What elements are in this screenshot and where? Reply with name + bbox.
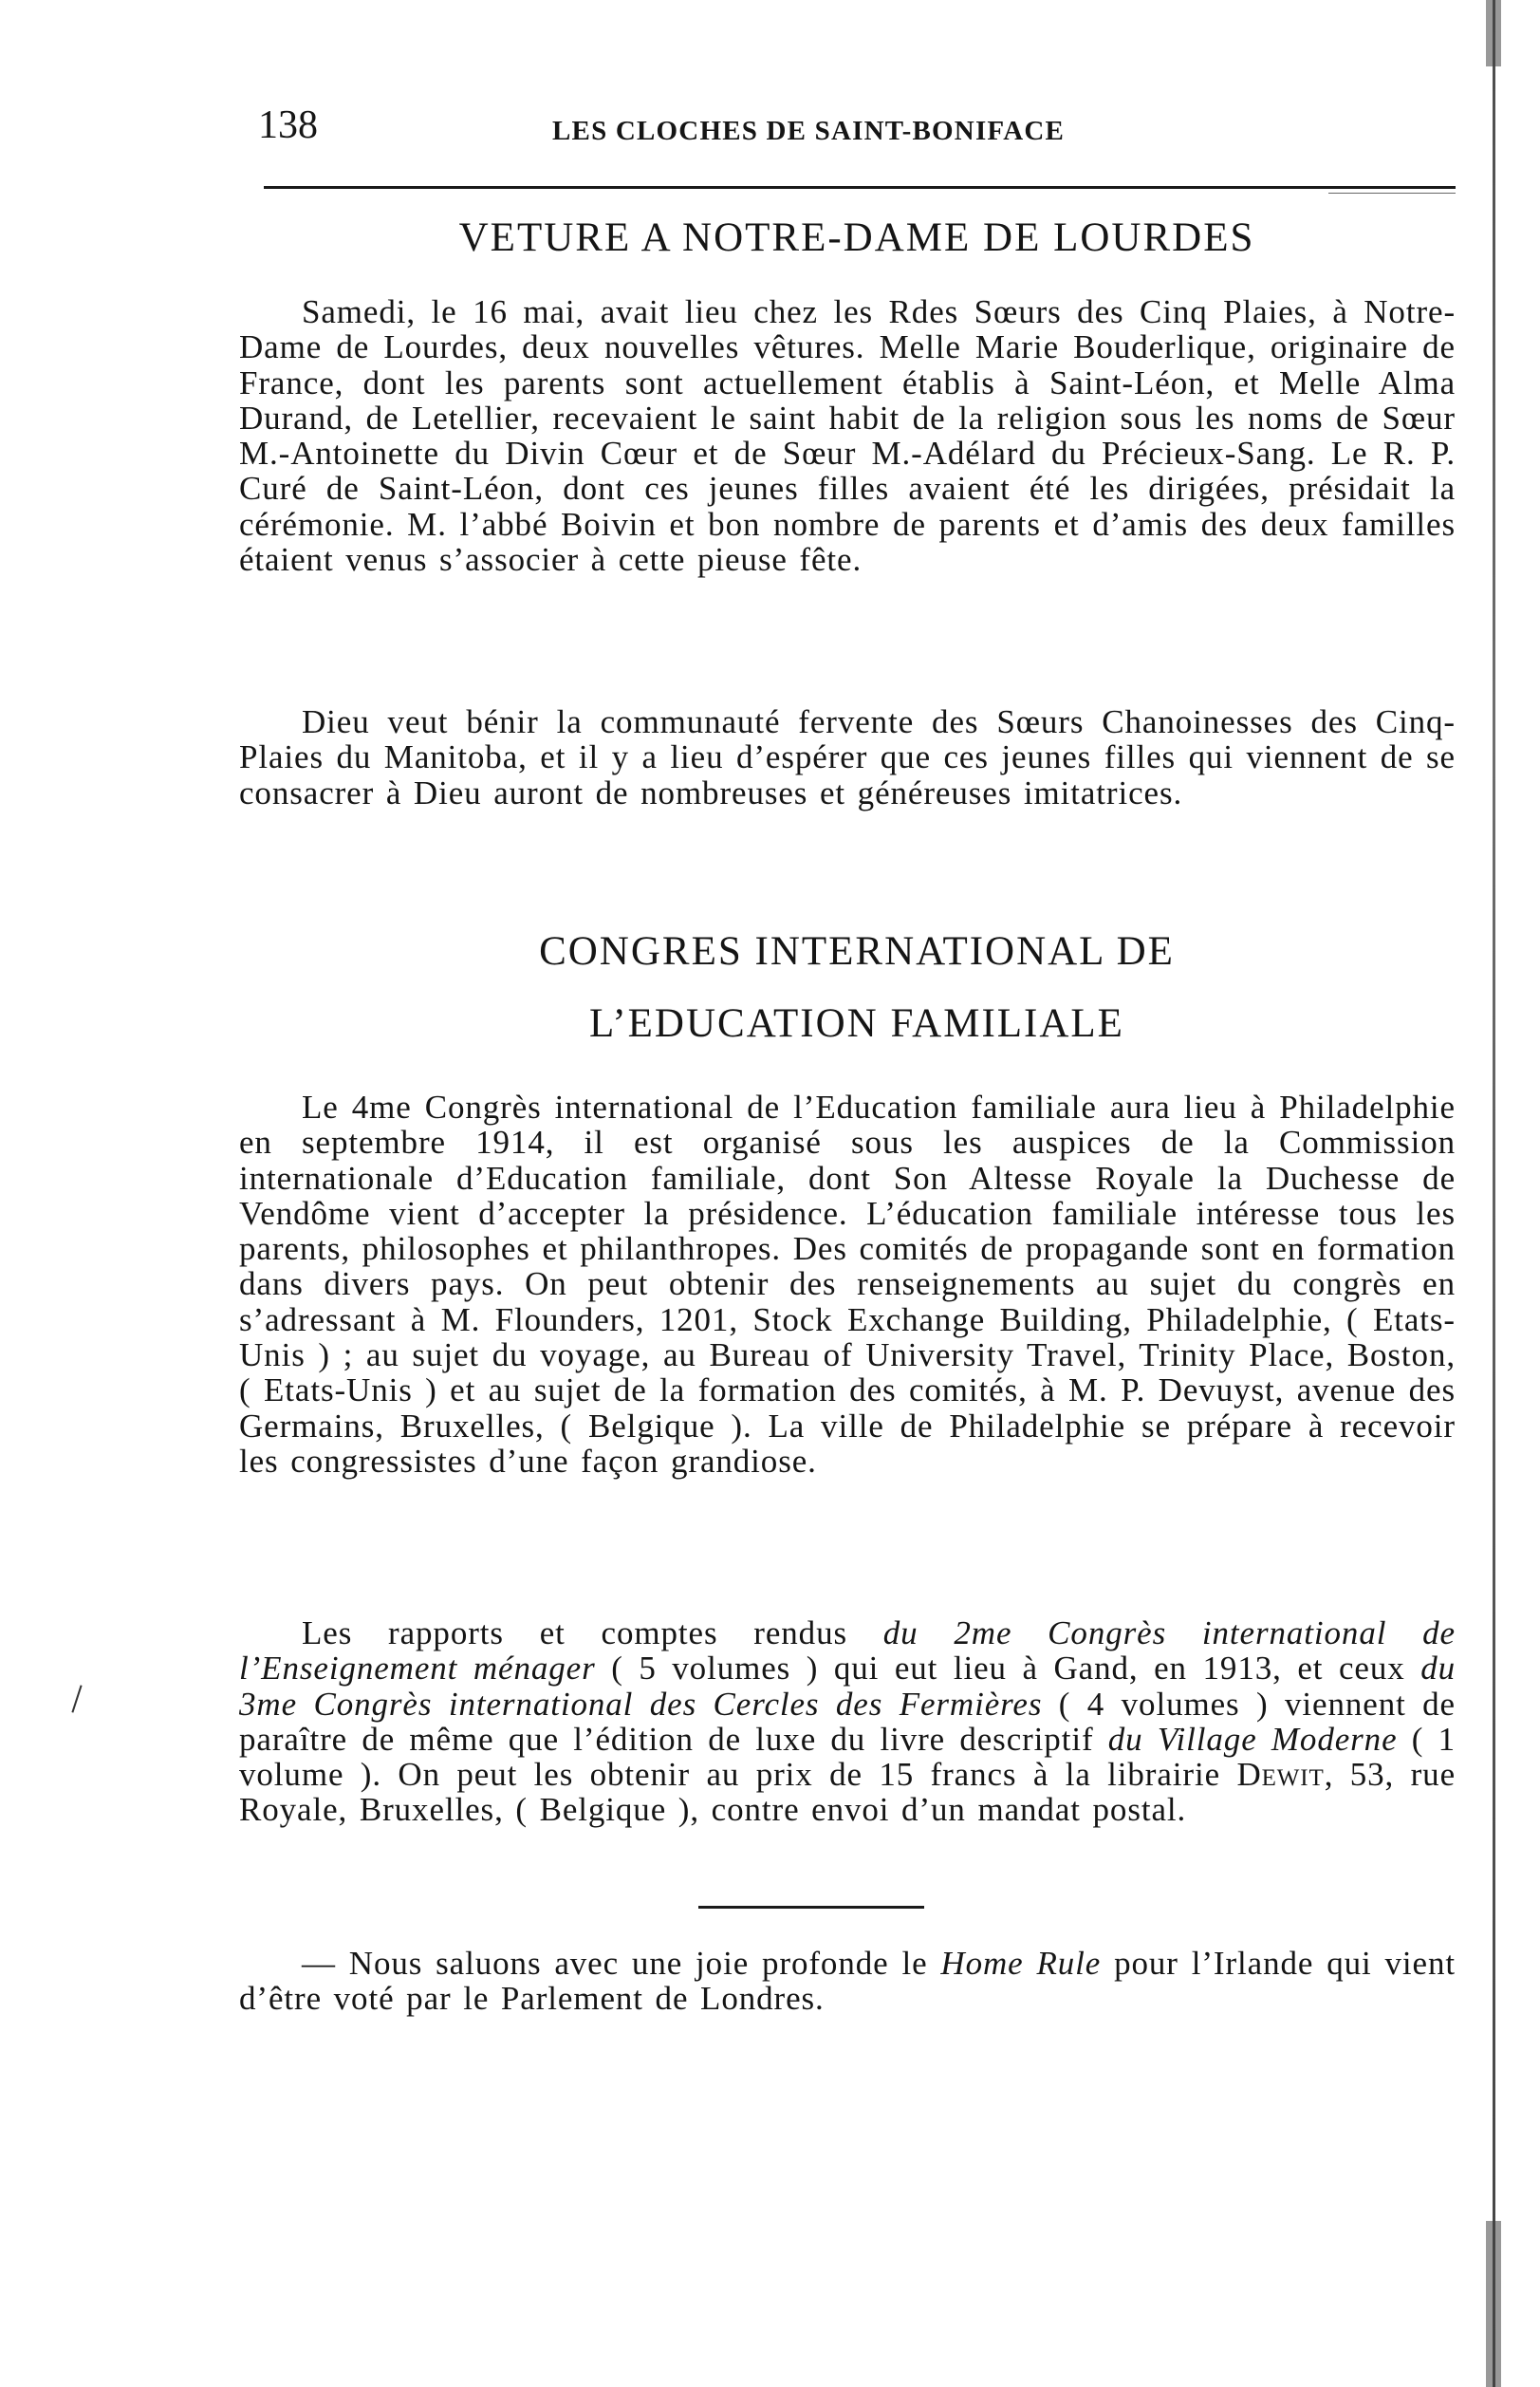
header-rule — [264, 186, 1456, 189]
scan-edge-speckle — [1486, 2221, 1501, 2387]
note-paragraph: — Nous saluons avec une joie profonde le Home Rule pour l’Irlande qui vient d’être voté par le Parlement de Londres. — [239, 1945, 1456, 2018]
section-divider — [698, 1906, 924, 1909]
italic-title: du 3me Congrès international des Cercles des Fermières — [239, 1650, 1456, 1723]
header-rule-thin — [1328, 193, 1456, 194]
running-head: LES CLOCHES DE SAINT-BONIFACE — [552, 116, 1066, 146]
page-header — [258, 103, 1456, 159]
article2-title-line-2: L’EDUCATION FAMILIALE — [589, 1001, 1124, 1046]
small-caps-name: Dewit — [1236, 1756, 1325, 1794]
margin-mark — [71, 1685, 82, 1712]
italic-title: du 2me Congrès international de l’Enseignement ménager — [239, 1614, 1456, 1688]
page-number: 138 — [258, 103, 318, 147]
article1-paragraph-1: Samedi, le 16 mai, avait lieu chez les Rdes Sœurs des Cinq Plaies, à Notre-Dame de Lourdes, deux nouvelles vêtures. Melle Marie Bouderlique, originaire de France, dont les parents sont actuellement établis à Saint-Léon, et Melle Alma Durand, de Letellier, recevaient le saint habit de la religion sous les noms de Sœur M.-Antoinette du Divin Cœur et de Sœur M.-Adélard du Précieux-Sang. Le R. P. Curé de Saint-Léon, dont ces jeunes filles avaient été les dirigées, présidait la cérémonie. M. l’abbé Boivin et bon nombre de parents et d’amis des deux familles étaient venus s’associer à cette pieuse fête. — [239, 293, 1456, 579]
article1-paragraph-2: Dieu veut bénir la communauté fervente des Sœurs Chanoinesses des Cinq-Plaies du Manitoba, et il y a lieu d’espérer que ces jeunes filles qui viennent de se consacrer à Dieu auront de nombreuses et généreuses imitatrices. — [239, 703, 1456, 811]
article2-paragraph-2: Les rapports et comptes rendus du 2me Congrès international de l’Enseignement ménager ( 5 volumes ) qui eut lieu à Gand, en 1913, et ceux du 3me Congrès international des Cercles des Fermières ( 4 volumes ) viennent de paraître de même que l’édition de luxe du livre descriptif du Village Moderne ( 1 volume ). On peut les obtenir au prix de 15 francs à la librairie Dewit, 53, rue Royale, Bruxelles, ( Belgique ), contre envoi d’un mandat postal. — [239, 1614, 1457, 1829]
article2-paragraph-1: Le 4me Congrès international de l’Education familiale aura lieu à Philadelphie en septembre 1914, il est organisé sous les auspices de la Commission internationale d’Education familiale, dont Son Altesse Royale la Duchesse de Vendôme vient d’accepter la présidence. L’éducation familiale intéresse tous les parents, philosophes et philanthropes. Des comités de propagande sont en formation dans divers pays. On peut obtenir des renseignements au sujet du congrès en s’adressant à M. Flounders, 1201, Stock Exchange Building, Philadelphie, ( Etats-Unis ) ; au sujet du voyage, au Bureau of University Travel, Trinity Place, Boston, ( Etats-Unis ) et au sujet de la formation des comités, à M. P. Devuyst, avenue des Germains, Bruxelles, ( Belgique ). La ville de Philadelphie se prépare à recevoir les congressistes d’une façon grandiose. — [239, 1089, 1456, 1480]
scan-edge-line — [1493, 0, 1495, 2387]
article1-title: VETURE A NOTRE-DAME DE LOURDES — [458, 215, 1255, 260]
italic-title: du Village Moderne — [1107, 1720, 1398, 1758]
scan-edge-speckle — [1486, 0, 1501, 66]
italic-term: Home Rule — [940, 1945, 1102, 1982]
article2-title-line-1: CONGRES INTERNATIONAL DE — [539, 929, 1175, 974]
